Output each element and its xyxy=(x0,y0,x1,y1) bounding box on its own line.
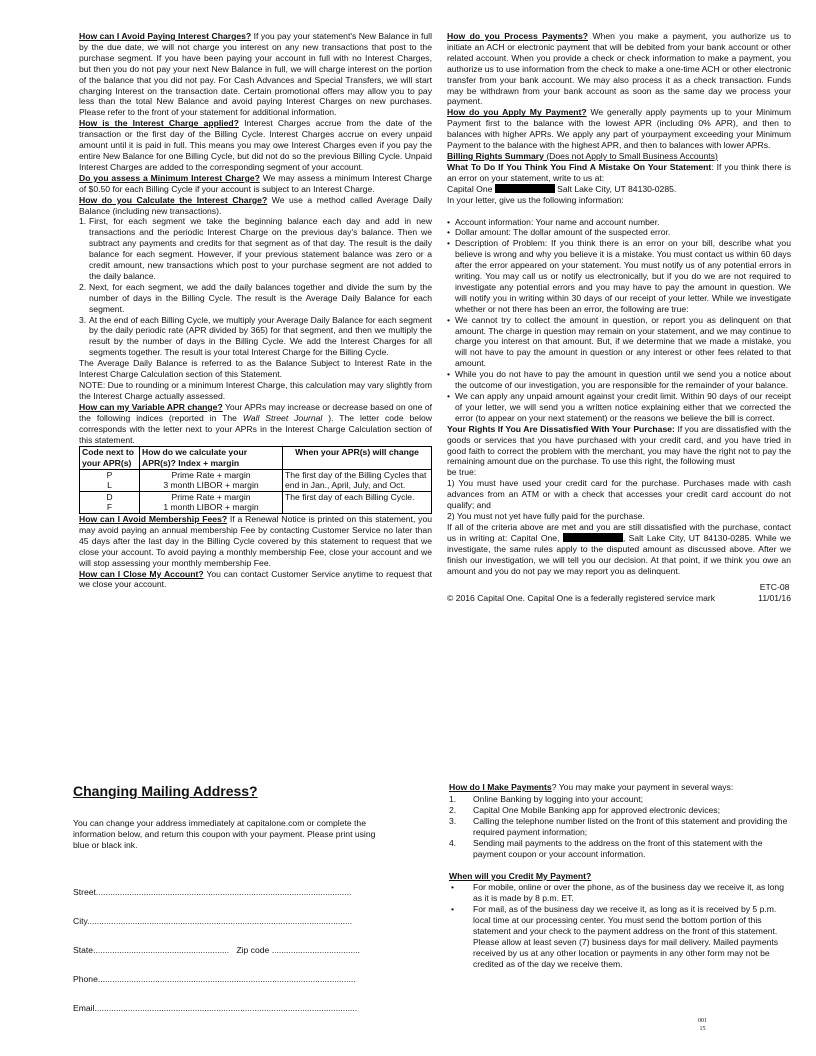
change-cell: The first day of each Billing Cycle. xyxy=(283,491,432,513)
redacted-block xyxy=(495,184,555,193)
list-item xyxy=(79,282,432,315)
condition-2: 2) You must not yet have fully paid for the purchase. xyxy=(447,510,645,521)
section-body: ). The letter code below corresponds with the letter next to your APRs in the Interest Charge Calculation section of this statement. xyxy=(79,412,432,445)
section-note: (Does not Apply to Small Business Accounts) xyxy=(543,150,718,161)
section-body: We use a method called Average Daily Balance (including new transactions). xyxy=(79,194,432,216)
contact-text: If all of the criteria above are met and you are still dissatisfied with the purchase, contact us in writing at: Capital One, xyxy=(447,521,791,543)
left-column xyxy=(79,31,432,590)
credit-heading: When will you Credit My Payment? xyxy=(449,870,592,881)
list-item xyxy=(449,805,791,816)
section-heading: How do I Make Payments xyxy=(449,782,552,792)
item-text: Calling the telephone number listed on the front of this statement and providing the required payment information; xyxy=(473,815,788,837)
code-cell xyxy=(80,469,140,491)
section-heading: How can I Avoid Paying Interest Charges? xyxy=(79,31,252,41)
condition-1: 1) You must have used your credit card for the purchase. Purchases made with cash advances from an ATM or with a check that accesses your credit card account do not qualify; and xyxy=(447,478,791,511)
step-text: Next, for each segment, we add the daily balances together and divide the sum by the number of days in the Billing Cycle. The result is the Average Daily Balance for each segment. xyxy=(89,281,432,314)
redacted-block xyxy=(563,533,623,542)
rounding-note: NOTE: Due to rounding or a minimum Interest Charge, this calculation may vary slightly from the Interest Charge actually assessed. xyxy=(79,380,432,401)
section-heading: Billing Rights Summary xyxy=(447,150,544,161)
state-field: State......................................................... xyxy=(73,945,230,955)
average-daily-balance-note: The Average Daily Balance is referred to as the Balance Subject to Interest Rate in the Interest Charge Calculation section of this Statement. xyxy=(79,358,432,380)
item-number: 4. xyxy=(449,837,457,848)
section-body: We may assess a minimum Interest Charge of $0.50 for each Billing Cycle if your account is subject to an Interest Charge. xyxy=(79,172,432,194)
column-header: Code next to your APR(s) xyxy=(80,447,140,469)
interest-applied-section xyxy=(79,118,432,173)
section-body: If you are dissatisfied with the goods or services that you have purchased with your credit card, and you have tried in good faith to correct the problem with the merchant, you may have the right not to pay the remaining amount due on the purchase. To use this right, the following must xyxy=(447,423,791,467)
coupon-title: Changing Mailing Address? xyxy=(73,783,258,799)
billing-rights-list xyxy=(447,217,791,424)
list-item: • For mobile, online or over the phone, as of the business day we receive it, as long as it is made by 8 p.m. ET. xyxy=(449,882,791,904)
city-field: City............................................................................................................... xyxy=(73,916,353,926)
list-item xyxy=(449,816,791,838)
list-item: • Description of Problem: If you think there is an error on your bill, describe what you believe is wrong and why you believe it is a mistake. You must contact us within 60 days after the error appeared on your statement. You must notify us of any potential errors in writing. You may call us or notify us electronically, but if you do we are not required to investigate any potential errors and you may have to pay the amount in question. We will notify you in writing within 30 days of our receipt of your letter. While we investigate whether or not there has been an error, the following are true: xyxy=(447,238,791,314)
be-true-text: be true: xyxy=(447,467,477,478)
section-heading: How can my Variable APR change? xyxy=(79,401,223,412)
section-body: If a Renewal Notice is printed on this statement, you may avoid paying an annual membership Fee by contacting Customer Service no later than 45 days after the last day in the Billing Cycle covered by this statement to request that we close your account. To avoid paying a monthly membership Fee, close your account and we will stop assessing your monthly membership Fee. xyxy=(79,514,433,568)
close-account-section xyxy=(79,569,432,591)
list-item: • We can apply any unpaid amount against your credit limit. Within 90 days of our receipt of your letter, we will send you a written notice explaining either that we corrected the error (to appear on your next statement) or the reasons we believe the bill is correct. xyxy=(447,391,791,424)
section-heading: How can I Close My Account? xyxy=(79,568,204,579)
section-heading: Your Rights If You Are Dissatisfied With Your Purchase: xyxy=(447,423,675,434)
address-text: Salt Lake City, UT 84130-0285. xyxy=(554,183,677,194)
list-item xyxy=(449,838,791,860)
apply-payment-section xyxy=(447,107,791,151)
item-text: Sending mail payments to the address on the front of this statement with the payment coupon or your account information. xyxy=(473,837,763,859)
credit-payment-list xyxy=(449,882,791,970)
item-text: Online Banking by logging into your account; xyxy=(473,793,644,804)
apr-table xyxy=(79,446,432,514)
item-number: 2. xyxy=(449,804,457,815)
section-heading: How can I Avoid Membership Fees? xyxy=(79,514,228,524)
section-body: You can contact Customer Service anytime to request that we close your account. xyxy=(79,568,432,590)
form-code-number: ETC-08 xyxy=(759,582,790,593)
section-heading: How do you Process Payments? xyxy=(447,31,589,41)
table-header-row xyxy=(80,447,432,469)
section-body: ? You may make your payment in several ways: xyxy=(551,782,734,792)
code-cell xyxy=(80,491,140,513)
step-text: First, for each segment we take the beginning balance each day and add in new transactions and the periodic Interest Charge on the previous day's balance. Then we subtract any payments and credits for that segment as of that day. The result is the daily balance for each segment. However, if your previous statement balance was zero or a credit amount, new transactions which post to your purchase segment are not added to the daily balance. xyxy=(89,216,432,281)
mailing-address xyxy=(447,184,791,195)
list-item: • We cannot try to collect the amount in question, or report you as delinquent on that amount. The charge in question may remain on your statement, and we may continue to charge you interest on that amount. But, if we determine that we made a mistake, you will not have to pay the amount in question or any interest or other fees related to that amount. xyxy=(447,315,791,370)
list-item xyxy=(449,794,791,805)
section-body: : If you think there is an error on your statement, write to us at: xyxy=(447,161,792,183)
section-heading: How do you Calculate the Interest Charge? xyxy=(79,194,268,205)
process-payments-section xyxy=(447,31,791,107)
variable-apr-section xyxy=(79,402,432,446)
section-body: When you make a payment, you authorize us to initiate an ACH or electronic payment that will be debited from your bank account or other related account. When you provide a check or check information to make a payment, you authorize us to use information from the check to make a one-time ACH or other electronic transfer from your bank account. We may also process it as a check transaction. Funds may be withdrawn from your bank account as soon as the same day we process your payment. xyxy=(447,31,792,107)
form-code-date: 11/01/16 xyxy=(758,593,791,604)
code-value: P xyxy=(106,469,113,480)
payments-heading xyxy=(449,782,791,793)
coupon-intro: You can change your address immediately at capitalone.com or complete the information below, and return this coupon with your payment. Please print using blue or black ink. xyxy=(73,818,376,850)
section-body: Your APRs may increase or decrease based on one of the following indices (reported in The xyxy=(79,401,432,423)
minimum-interest-section xyxy=(79,173,432,195)
address-change-coupon xyxy=(73,783,393,1032)
payment-methods-list xyxy=(449,794,791,860)
list-item: • Dollar amount: The dollar amount of the suspected error. xyxy=(447,227,791,238)
address-text: Capital One xyxy=(447,183,495,194)
page-code xyxy=(698,1017,707,1033)
item-number: 1. xyxy=(449,793,457,804)
calc-cell xyxy=(140,469,283,491)
step-text: At the end of each Billing Cycle, we multiply your Average Daily Balance for each segment by the daily periodic rate (APR divided by 365) for that segment, and then we multiply the result by the number of days in the Billing Cycle. We add the Interest Charges for all segments together. The result is your total Interest Charge for the Billing Cycle. xyxy=(89,314,432,358)
calc-cell xyxy=(140,491,283,513)
form-code xyxy=(758,582,791,604)
dispute-contact xyxy=(447,522,791,577)
calc-value: Prime Rate + margin xyxy=(171,491,251,502)
code-value: F xyxy=(106,502,113,513)
page-code-line: 001 xyxy=(698,1018,707,1024)
code-value: L xyxy=(107,480,112,491)
calc-value: Prime Rate + margin xyxy=(171,469,251,480)
avoid-interest-section xyxy=(79,31,432,118)
list-item xyxy=(79,315,432,359)
membership-fees-section xyxy=(79,514,432,569)
state-zip-row xyxy=(73,945,393,956)
dissatisfied-section xyxy=(447,424,791,468)
phone-field: Phone............................................................................................................ xyxy=(73,974,356,984)
section-heading: How do you Apply My Payment? xyxy=(447,107,587,118)
section-heading: Do you assess a Minimum Interest Charge? xyxy=(79,172,260,183)
item-number: 3. xyxy=(449,815,457,826)
table-row xyxy=(80,469,432,491)
calc-value: 1 month LIBOR + margin xyxy=(163,502,259,513)
step-number: 3. xyxy=(79,314,87,325)
calculate-interest-section xyxy=(79,195,432,217)
item-text: Capital One Mobile Banking app for approved electronic devices; xyxy=(473,804,720,815)
list-item xyxy=(79,216,432,281)
right-column xyxy=(447,31,791,604)
wsj-title: Wall Street Journal xyxy=(242,412,323,423)
payments-section xyxy=(449,782,791,970)
page-footer xyxy=(447,582,791,604)
billing-rights-heading xyxy=(447,151,791,162)
list-item: • For mail, as of the business day we receive it, as long as it is received by 5 p.m. local time at our processing center. You must send the bottom portion of this statement and your check to the payment address on the front of this statement. Please allow at least seven (7) business days for mail delivery. Mailed payments received by us at any other location or payments in any other form may not be credited as of the day we receive them. xyxy=(449,904,791,970)
column-header: How do we calculate your APR(s)? Index + margin xyxy=(140,447,283,469)
email-field: Email.............................................................................................................. xyxy=(73,1003,358,1013)
section-body: If you pay your statement's New Balance in full by the due date, we will not charge you interest on any new transactions that post to the purchase segment. If you have been paying your account in full with no Interest Charges, but then you do not pay your next New Balance in full, we will charge interest on the portion of the balance that you did not pay. For Cash Advances and Special Transfers, we will start charging Interest on the transaction date. Certain promotional offers may allow you to pay less than the total New Balance and avoid paying Interest Charges on new purchases. Please refer to the front of your statement for additional information. xyxy=(79,31,432,118)
section-body: Interest Charges accrue from the date of the transaction or the first day of the Billing Cycle. Interest Charges accrue on every unpaid amount until it is paid in full. This means you may owe Interest Charges even if you pay the entire New Balance for one Billing Cycle, but did not do so the previous Billing Cycle. Unpaid Interest Charges are added to the corresponding segment of your account. xyxy=(79,118,432,172)
contact-text: , Salt Lake City, UT 84130-0285. While we investigate, the same rules apply to the disputed amount as discussed above. After we finish our investigation, we will tell you our decision. At that point, if we think you owe an amount and you do not pay we may report you as delinquent. xyxy=(447,532,791,576)
page-code-line: 15 xyxy=(699,1026,706,1032)
step-number: 1. xyxy=(79,216,87,227)
column-header: When your APR(s) will change xyxy=(283,447,432,469)
street-field: Street........................................................................................................... xyxy=(73,887,352,897)
list-item: • Account information: Your name and account number. xyxy=(447,217,791,228)
mistake-section xyxy=(447,162,791,184)
section-heading: What To Do If You Think You Find A Mistake On Your Statement xyxy=(447,161,712,172)
calculation-steps xyxy=(79,216,432,358)
section-body: We generally apply payments up to your Minimum Payment first to the balance with the lowest APR (including 0% APR), and then to balances with higher APRs. We apply any part of yourpayment exceeding your Minimum Payment to the balance with the highest APR, and then to balances with lower APRs. xyxy=(447,107,791,151)
list-item: • While you do not have to pay the amount in question until we send you a notice about the outcome of our investigation, you are responsible for the remainder of your balance. xyxy=(447,369,791,391)
section-heading: How is the Interest Charge applied? xyxy=(79,118,239,129)
change-cell: The first day of the Billing Cycles that end in Jan., April, July, and Oct. xyxy=(283,469,432,491)
copyright-text: © 2016 Capital One. Capital One is a federally registered service mark xyxy=(447,593,716,604)
calc-value: 3 month LIBOR + margin xyxy=(163,480,259,491)
table-row xyxy=(80,491,432,513)
zip-field: Zip code ..................................... xyxy=(236,945,361,955)
letter-intro: In your letter, give us the following information: xyxy=(447,194,624,205)
step-number: 2. xyxy=(79,281,87,292)
code-value: D xyxy=(106,491,113,502)
